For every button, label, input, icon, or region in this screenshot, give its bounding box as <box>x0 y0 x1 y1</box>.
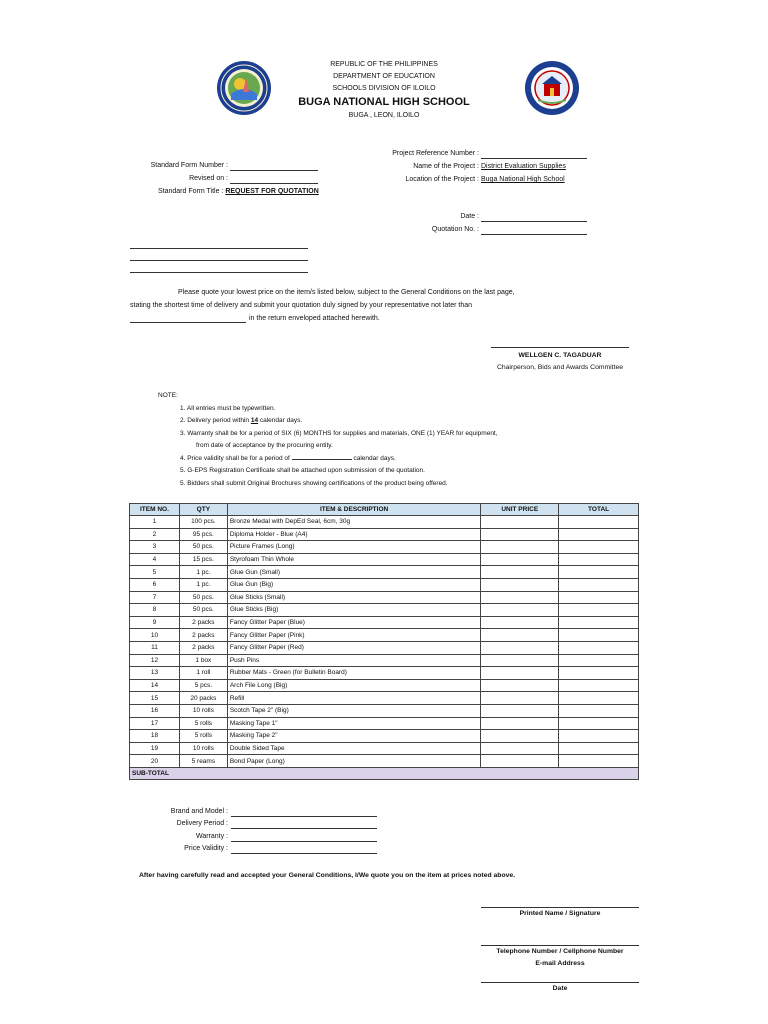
item-no-cell: 13 <box>130 667 180 680</box>
project-ref-label: Project Reference Number : <box>392 150 479 157</box>
unit-price-cell[interactable] <box>481 692 559 705</box>
form-number-label: Standard Form Number : <box>150 162 228 169</box>
note-2 <box>158 415 498 428</box>
form-title-label: Standard Form Title : <box>158 188 224 195</box>
item-no-cell: 20 <box>130 755 180 768</box>
description-cell: Push Pins <box>227 654 481 667</box>
item-no-cell: 18 <box>130 730 180 743</box>
table-row <box>130 616 639 629</box>
signature-line-1[interactable] <box>481 907 639 908</box>
unit-price-cell[interactable] <box>481 528 559 541</box>
qty-cell: 2 packs <box>179 641 227 654</box>
signature-line-2[interactable] <box>481 945 639 946</box>
note-3-cont: from date of acceptance by the procuring entity. <box>196 442 333 449</box>
total-cell[interactable] <box>559 566 639 579</box>
description-cell: Fancy Glitter Paper (Pink) <box>227 629 481 642</box>
total-cell[interactable] <box>559 755 639 768</box>
item-no-cell: 16 <box>130 704 180 717</box>
description-cell: Refill <box>227 692 481 705</box>
note-2-text-b: calendar days. <box>259 417 303 424</box>
description-cell: Glue Sticks (Small) <box>227 591 481 604</box>
unit-price-cell[interactable] <box>481 654 559 667</box>
acceptance-statement: After having carefully read and accepted your General Conditions, I/We quote you on the item at prices noted above. <box>139 872 516 879</box>
qty-cell: 1 pc. <box>179 578 227 591</box>
qty-cell: 10 rolls <box>179 742 227 755</box>
unit-price-cell[interactable] <box>481 541 559 554</box>
total-cell[interactable] <box>559 553 639 566</box>
note-4-text-b: calendar days. <box>353 454 396 462</box>
description-cell: Rubber Mats - Green (for Bulletin Board) <box>227 667 481 680</box>
total-cell[interactable] <box>559 528 639 541</box>
col-total: TOTAL <box>559 504 639 516</box>
description-cell: Masking Tape 2" <box>227 730 481 743</box>
body-line-1: Please quote your lowest price on the item/s listed below, subject to the General Conditions on the last page, <box>178 289 515 296</box>
table-row <box>130 541 639 554</box>
quotation-no-label: Quotation No. : <box>431 226 479 233</box>
qty-cell: 5 rolls <box>179 730 227 743</box>
item-no-cell: 3 <box>130 541 180 554</box>
total-cell[interactable] <box>559 692 639 705</box>
qty-cell: 1 pc. <box>179 566 227 579</box>
body-line-2: stating the shortest time of delivery and submit your quotation duly signed by your representative not later than <box>130 302 473 309</box>
header-division: SCHOOLS DIVISION OF ILOILO <box>332 85 436 92</box>
description-cell: Diploma Holder - Blue (A4) <box>227 528 481 541</box>
note-3: 3. Warranty shall be for a period of SIX (6) MONTHS for supplies and materials, ONE (1) YEAR for equipment, <box>180 429 498 437</box>
warranty-label: Warranty : <box>195 833 228 840</box>
total-cell[interactable] <box>559 591 639 604</box>
delivery-period-blank[interactable] <box>231 828 377 829</box>
item-no-cell: 7 <box>130 591 180 604</box>
total-cell[interactable] <box>559 667 639 680</box>
project-name-label: Name of the Project : <box>413 163 479 170</box>
item-no-cell: 6 <box>130 578 180 591</box>
qty-cell: 2 packs <box>179 629 227 642</box>
total-cell[interactable] <box>559 704 639 717</box>
item-no-cell: 19 <box>130 742 180 755</box>
unit-price-cell[interactable] <box>481 641 559 654</box>
deadline-blank[interactable] <box>130 322 246 323</box>
col-description: ITEM & DESCRIPTION <box>227 504 481 516</box>
item-no-cell: 2 <box>130 528 180 541</box>
addressee-line-3[interactable] <box>130 272 308 273</box>
total-cell[interactable] <box>559 641 639 654</box>
unit-price-cell[interactable] <box>481 629 559 642</box>
table-row <box>130 629 639 642</box>
price-validity-blank[interactable] <box>231 853 377 854</box>
date-signature-label: Date <box>552 985 568 992</box>
signature-line-3[interactable] <box>481 982 639 983</box>
description-cell: Arch File Long (Big) <box>227 679 481 692</box>
body-line-3: in the return enveloped attached herewith. <box>249 315 380 322</box>
header-republic: REPUBLIC OF THE PHILIPPINES <box>330 61 438 68</box>
delivery-period-label: Delivery Period : <box>176 820 228 827</box>
note-2-days: 14 <box>250 417 259 424</box>
chairperson-signature-line <box>491 347 629 348</box>
description-cell: Styrofoam Thin Whole <box>227 553 481 566</box>
qty-cell: 50 pcs. <box>179 541 227 554</box>
notes-heading: NOTE: <box>158 392 178 399</box>
chairperson-position: Chairperson, Bids and Awards Committee <box>496 364 624 371</box>
date-label: Date : <box>460 213 479 220</box>
total-cell[interactable] <box>559 717 639 730</box>
description-cell: Glue Gun (Big) <box>227 578 481 591</box>
description-cell: Glue Sticks (Big) <box>227 604 481 617</box>
project-location-value: Buga National High School <box>481 176 565 183</box>
total-cell[interactable] <box>559 730 639 743</box>
notes-section <box>158 390 498 490</box>
form-title-value: REQUEST FOR QUOTATION <box>225 188 319 195</box>
table-row <box>130 755 639 768</box>
total-cell[interactable] <box>559 679 639 692</box>
item-no-cell: 4 <box>130 553 180 566</box>
item-no-cell: 14 <box>130 679 180 692</box>
school-seal-logo <box>524 60 580 116</box>
qty-cell: 15 pcs. <box>179 553 227 566</box>
qty-cell: 5 rolls <box>179 717 227 730</box>
table-row <box>130 704 639 717</box>
note-5: 5. G-EPS Registration Certificate shall be attached upon submission of the quotation. <box>180 467 425 474</box>
unit-price-cell[interactable] <box>481 553 559 566</box>
table-row <box>130 692 639 705</box>
item-no-cell: 11 <box>130 641 180 654</box>
date-blank[interactable] <box>481 221 587 222</box>
description-cell: Double Sided Tape <box>227 742 481 755</box>
total-cell[interactable] <box>559 742 639 755</box>
table-row <box>130 730 639 743</box>
warranty-blank[interactable] <box>231 841 377 842</box>
total-cell[interactable] <box>559 578 639 591</box>
description-cell: Fancy Glitter Paper (Red) <box>227 641 481 654</box>
description-cell: Picture Frames (Long) <box>227 541 481 554</box>
qty-cell: 1 box <box>179 654 227 667</box>
unit-price-cell[interactable] <box>481 742 559 755</box>
table-row <box>130 641 639 654</box>
qty-cell: 10 rolls <box>179 704 227 717</box>
quotation-no-blank[interactable] <box>481 234 587 235</box>
description-cell: Fancy Glitter Paper (Blue) <box>227 616 481 629</box>
unit-price-cell[interactable] <box>481 578 559 591</box>
table-row <box>130 717 639 730</box>
unit-price-cell[interactable] <box>481 616 559 629</box>
total-cell[interactable] <box>559 516 639 529</box>
description-cell: Masking Tape 1" <box>227 717 481 730</box>
table-row <box>130 566 639 579</box>
total-cell[interactable] <box>559 604 639 617</box>
unit-price-cell[interactable] <box>481 755 559 768</box>
addressee-line-2[interactable] <box>130 260 308 261</box>
table-body <box>130 516 639 768</box>
qty-cell: 1 roll <box>179 667 227 680</box>
note-1: 1. All entries must be typewritten. <box>180 404 276 412</box>
item-no-cell: 5 <box>130 566 180 579</box>
revised-label: Revised on : <box>189 175 228 182</box>
project-name-value: District Evaluation Supplies <box>481 163 566 170</box>
table-row <box>130 578 639 591</box>
description-cell: Glue Gun (Small) <box>227 566 481 579</box>
note-4-text-a: 4. Price validity shall be for a period of <box>180 454 290 462</box>
total-cell[interactable] <box>559 541 639 554</box>
unit-price-cell[interactable] <box>481 566 559 579</box>
addressee-line-1[interactable] <box>130 248 308 249</box>
qty-cell: 50 pcs. <box>179 591 227 604</box>
description-cell: Bond Paper (Long) <box>227 755 481 768</box>
table-row <box>130 516 639 529</box>
header-department: DEPARTMENT OF EDUCATION <box>333 73 435 80</box>
qty-cell: 5 pcs. <box>179 679 227 692</box>
total-cell[interactable] <box>559 616 639 629</box>
email-address-label: E-mail Address <box>535 960 585 967</box>
table-row <box>130 553 639 566</box>
brand-model-label: Brand and Model : <box>170 808 228 815</box>
table-row <box>130 604 639 617</box>
telephone-number-label: Telephone Number / Cellphone Number <box>496 948 624 955</box>
subtotal-row <box>130 767 639 780</box>
qty-cell: 50 pcs. <box>179 604 227 617</box>
item-no-cell: 15 <box>130 692 180 705</box>
col-item-no: ITEM NO. <box>130 504 180 516</box>
brand-model-blank[interactable] <box>231 816 377 817</box>
note-4-blank[interactable] <box>292 453 352 460</box>
unit-price-cell[interactable] <box>481 667 559 680</box>
table-row <box>130 679 639 692</box>
table-row <box>130 667 639 680</box>
note-2-text-a: 2. Delivery period within <box>180 417 250 424</box>
unit-price-cell[interactable] <box>481 604 559 617</box>
total-cell[interactable] <box>559 654 639 667</box>
header-address: BUGA , LEON, ILOILO <box>348 112 420 119</box>
table-row <box>130 591 639 604</box>
item-no-cell: 12 <box>130 654 180 667</box>
qty-cell: 95 pcs. <box>179 528 227 541</box>
description-cell: Bronze Medal with DepEd Seal, 6cm, 30g <box>227 516 481 529</box>
qty-cell: 2 packs <box>179 616 227 629</box>
table-row <box>130 654 639 667</box>
item-no-cell: 10 <box>130 629 180 642</box>
item-no-cell: 1 <box>130 516 180 529</box>
project-location-label: Location of the Project : <box>405 176 479 183</box>
col-unit-price: UNIT PRICE <box>481 504 559 516</box>
col-qty: QTY <box>179 504 227 516</box>
project-ref-blank[interactable] <box>481 158 587 159</box>
unit-price-cell[interactable] <box>481 717 559 730</box>
table-row <box>130 742 639 755</box>
chairperson-name: WELLGEN C. TAGADUAR <box>518 352 602 359</box>
form-number-blank[interactable] <box>230 170 318 171</box>
unit-price-cell[interactable] <box>481 679 559 692</box>
table-row <box>130 528 639 541</box>
item-no-cell: 8 <box>130 604 180 617</box>
subtotal-label: SUB-TOTAL <box>130 767 639 780</box>
printed-name-signature: Printed Name / Signature <box>519 910 601 917</box>
letterhead <box>250 59 518 122</box>
price-validity-label: Price Validity : <box>184 845 228 852</box>
qty-cell: 100 pcs. <box>179 516 227 529</box>
qty-cell: 20 packs <box>179 692 227 705</box>
table-header-row <box>130 504 639 516</box>
unit-price-cell[interactable] <box>481 516 559 529</box>
note-4 <box>158 453 498 466</box>
unit-price-cell[interactable] <box>481 704 559 717</box>
description-cell: Scotch Tape 2" (Big) <box>227 704 481 717</box>
form-title <box>158 188 319 195</box>
qty-cell: 5 reams <box>179 755 227 768</box>
total-cell[interactable] <box>559 629 639 642</box>
note-6: 5. Bidders shall submit Original Brochures showing certifications of the product being offered. <box>180 479 448 487</box>
item-no-cell: 9 <box>130 616 180 629</box>
unit-price-cell[interactable] <box>481 730 559 743</box>
item-no-cell: 17 <box>130 717 180 730</box>
unit-price-cell[interactable] <box>481 591 559 604</box>
revised-blank[interactable] <box>230 183 318 184</box>
header-school-name: BUGA NATIONAL HIGH SCHOOL <box>298 96 470 108</box>
items-table <box>129 503 639 780</box>
